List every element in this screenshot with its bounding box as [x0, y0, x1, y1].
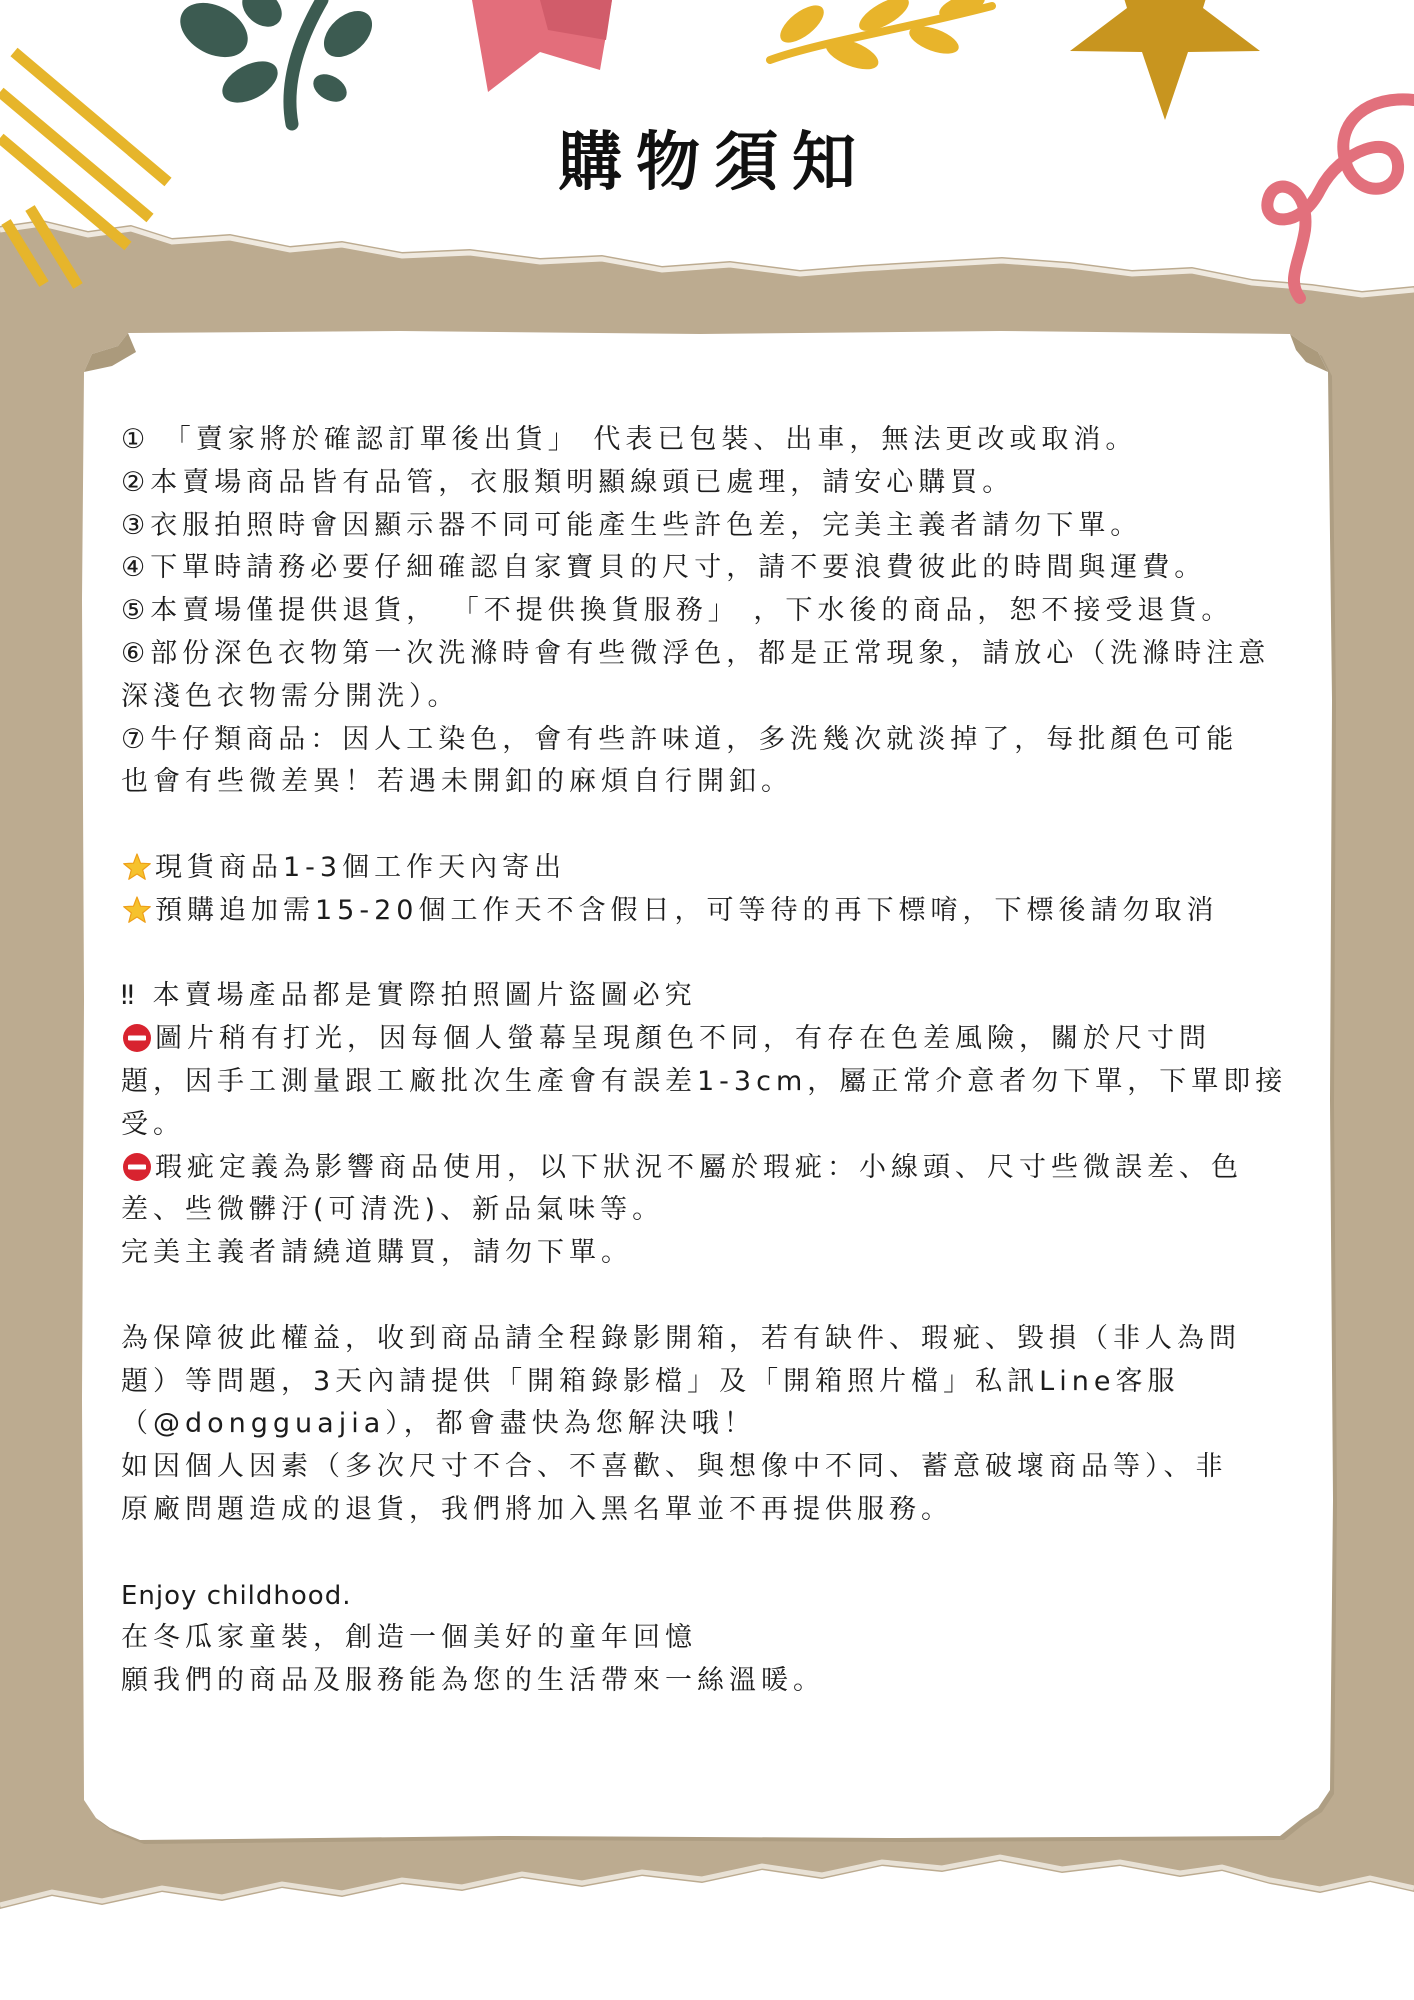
rule-6: ⑥部份深色衣物第一次洗滌時會有些微浮色，都是正常現象，請放心（洗滌時注意	[121, 637, 1271, 669]
closing-tagline: Enjoy childhood.	[121, 1580, 352, 1611]
return-policy-line: 如因個人因素（多次尺寸不合、不喜歡、與想像中不同、蓄意破壞商品等）、非	[121, 1451, 1228, 1483]
shipping-info	[121, 847, 1316, 933]
shipping-in-stock-text: 現貨商品1-3個工作天內寄出	[155, 851, 567, 883]
unboxing-paragraph-line: （@dongguajia），都會盡快為您解決哦！	[121, 1408, 756, 1440]
defect-note	[121, 1147, 1316, 1190]
lighting-note-text: 圖片稍有打光，因每個人螢幕呈現顏色不同，有存在色差風險，關於尺寸問	[155, 1023, 1211, 1055]
rule-3: ③衣服拍照時會因顯示器不同可能產生些許色差，完美主義者請勿下單。	[121, 509, 1143, 541]
rule-7-continued: 也會有些微差異！若遇未開釦的麻煩自行開釦。	[121, 766, 793, 798]
rule-4: ④下單時請務必要仔細確認自家寶貝的尺寸，請不要浪費彼此的時間與運費。	[121, 552, 1207, 584]
return-policy-line: 原廠問題造成的退貨，我們將加入黑名單並不再提供服務。	[121, 1493, 953, 1525]
photo-notice-heading: ‼ 本賣場產品都是實際拍照圖片盜圖必究	[121, 980, 697, 1012]
lighting-note	[121, 1018, 1316, 1061]
rule-5: ⑤本賣場僅提供退貨， 「不提供換貨服務」 ，下水後的商品，恕不接受退貨。	[121, 595, 1234, 627]
shipping-preorder	[121, 890, 1316, 933]
defect-note-continued: 差、些微髒汙(可清洗)、新品氣味等。	[121, 1194, 665, 1226]
star-icon	[121, 851, 153, 883]
closing-line: 在冬瓜家童裝，創造一個美好的童年回憶	[121, 1622, 697, 1654]
rule-6-continued: 深淺色衣物需分開洗）。	[121, 680, 460, 712]
photo-notice	[121, 975, 1316, 1275]
photo-notice-footer: 完美主義者請繞道購買，請勿下單。	[121, 1237, 633, 1269]
no-entry-icon	[121, 1022, 153, 1054]
rule-1: ① 「賣家將於確認訂單後出貨」 代表已包裝、出車，無法更改或取消。	[121, 424, 1138, 455]
lighting-note-continued: 題，因手工測量跟工廠批次生產會有誤差1-3cm，屬正常介意者勿下單，下單即接	[121, 1065, 1288, 1097]
page-title: 購物須知	[558, 126, 870, 200]
unboxing-paragraph-line: 題）等問題，3天內請提供「開箱錄影檔」及「開箱照片檔」私訊Line客服	[121, 1365, 1180, 1397]
rule-2: ②本賣場商品皆有品管，衣服類明顯線頭已處理，請安心購買。	[121, 466, 1015, 498]
shipping-in-stock	[121, 847, 1316, 890]
no-entry-icon	[121, 1151, 153, 1183]
rules-list	[121, 419, 1316, 804]
unboxing-paragraph-line: 為保障彼此權益，收到商品請全程錄影開箱，若有缺件、瑕疵、毀損（非人為問	[121, 1322, 1241, 1354]
defect-note-text: 瑕疵定義為影響商品使用，以下狀況不屬於瑕疵：小線頭、尺寸些微誤差、色	[155, 1151, 1243, 1183]
star-icon	[121, 894, 153, 926]
unboxing-policy	[121, 1318, 1316, 1532]
shipping-preorder-text: 預購追加需15-20個工作天不含假日，可等待的再下標唷，下標後請勿取消	[155, 894, 1219, 926]
rule-7: ⑦牛仔類商品：因人工染色，會有些許味道，多洗幾次就淡掉了，每批顏色可能	[121, 723, 1239, 755]
lighting-note-continued: 受。	[121, 1108, 185, 1140]
closing-line: 願我們的商品及服務能為您的生活帶來一絲溫暖。	[121, 1665, 825, 1697]
closing-message	[121, 1575, 1316, 1703]
notice-content	[121, 419, 1316, 1819]
